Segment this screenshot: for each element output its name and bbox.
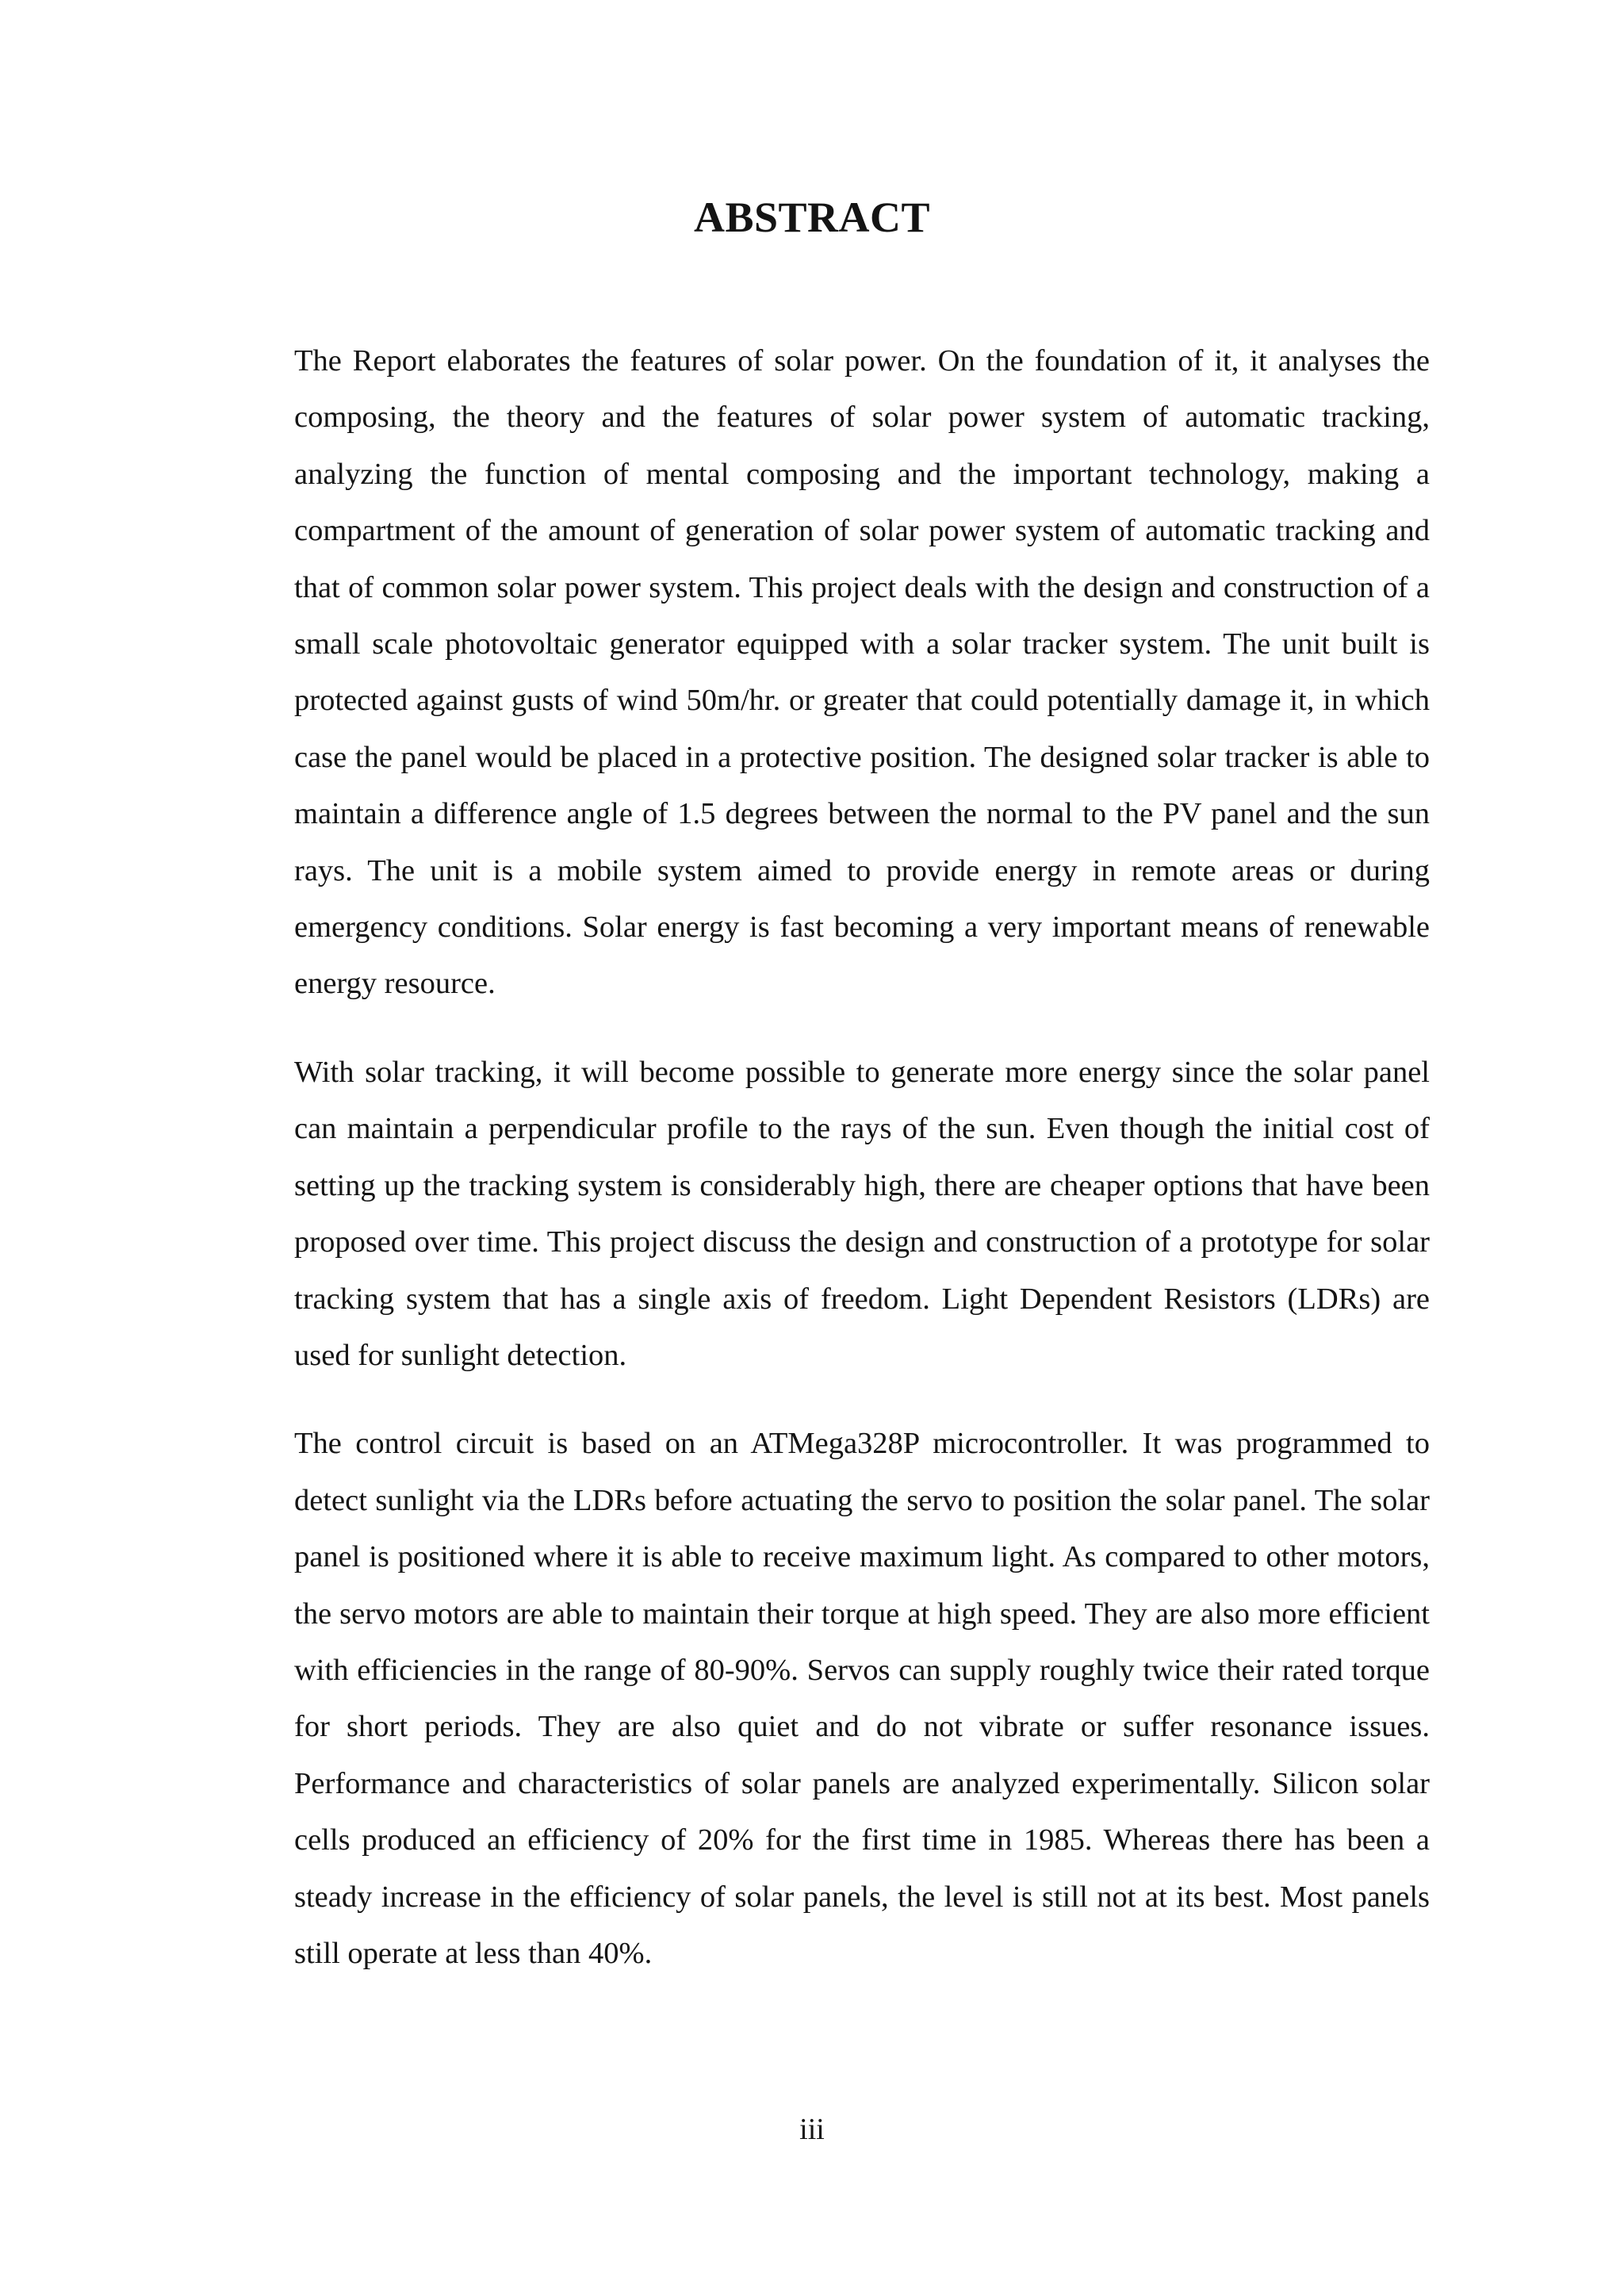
abstract-paragraph-1: The Report elaborates the features of solar power. On the foundation of it, it analyses the composing, the theory and the features of solar power system of automatic tracking, analyzing the function of mental composing and the important technology, making a compartment of the amount of generation of solar power system of automatic tracking and that of common solar power system. This project deals with the design and construction of a small scale photovoltaic generator equipped with a solar tracker system. The unit built is protected against gusts of wind 50m/hr. or greater that could potentially damage it, in which case the panel would be placed in a protective position. The designed solar tracker is able to maintain a difference angle of 1.5 degrees between the normal to the PV panel and the sun rays. The unit is a mobile system aimed to provide energy in remote areas or during emergency conditions. Solar energy is fast becoming a very important means of renewable energy resource. bbox=[294, 344, 1430, 1001]
page-number: iii bbox=[799, 2113, 825, 2146]
page-title: ABSTRACT bbox=[693, 194, 931, 241]
abstract-paragraph-3: The control circuit is based on an ATMega328P microcontroller. It was programmed to detect sunlight via the LDRs before actuating the servo to position the solar panel. The solar panel is positioned where it is able to receive maximum light. As compared to other motors, the servo motors are able to maintain their torque at high speed. They are also more efficient with efficiencies in the range of 80-90%. Servos can supply roughly twice their rated torque for short periods. They are also quiet and do not vibrate or suffer resonance issues. Performance and characteristics of solar panels are analyzed experimentally. Silicon solar cells produced an efficiency of 20% for the first time in 1985. Whereas there has been a steady increase in the efficiency of solar panels, the level is still not at its best. Most panels still operate at less than 40%. bbox=[294, 1427, 1430, 1970]
abstract-body bbox=[294, 333, 1430, 2014]
abstract-paragraph-2: With solar tracking, it will become possible to generate more energy since the solar panel can maintain a perpendicular profile to the rays of the sun. Even though the initial cost of setting up the tracking system is considerably high, there are cheaper options that have been proposed over time. This project discuss the design and construction of a prototype for solar tracking system that has a single axis of freedom. Light Dependent Resistors (LDRs) are used for sunlight detection. bbox=[294, 1055, 1430, 1372]
